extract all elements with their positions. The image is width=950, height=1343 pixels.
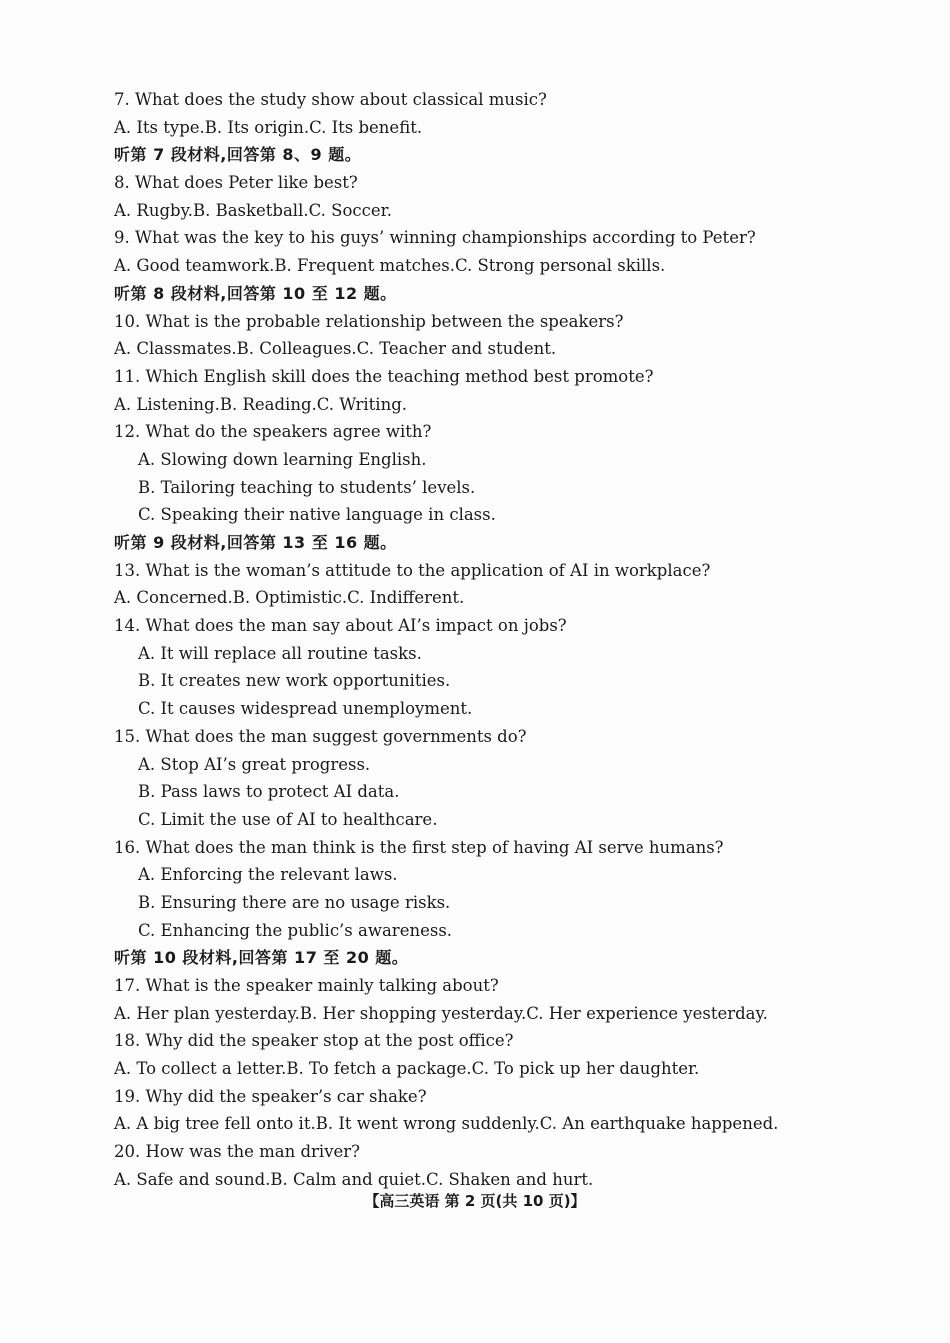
answer-options-row [114,584,854,612]
answer-option-a: A. Good teamwork. [114,256,275,276]
question-list [114,86,854,1194]
answer-option-b: B. Calm and quiet. [270,1169,427,1189]
question-stem: 8. What does Peter like best? [114,173,358,193]
answer-option: B. Pass laws to protect AI data. [138,782,400,802]
answer-options-row [114,1055,854,1083]
answer-option-c: C. Soccer. [308,200,392,220]
answer-option-b: B. It went wrong suddenly. [315,1114,540,1134]
answer-option: B. Ensuring there are no usage risks. [138,892,451,912]
answer-option-a: A. Rugby. [114,200,193,220]
question-stem: 14. What does the man say about AI’s impact on jobs? [114,616,567,636]
answer-option-a: A. Its type. [114,117,205,137]
answer-option-b: B. Colleagues. [236,339,357,359]
answer-option-c: C. Strong personal skills. [454,256,666,276]
answer-option-c: C. An earthquake happened. [539,1114,779,1134]
answer-option: B. Tailoring teaching to students’ levels. [138,477,476,497]
answer-option-b: B. Its origin. [204,117,310,137]
answer-options-row [114,391,854,419]
answer-option: A. Enforcing the relevant laws. [138,865,398,885]
section-instruction: 听第 10 段材料,回答第 17 至 20 题。 [114,948,409,968]
answer-option: C. Speaking their native language in class. [138,505,496,525]
answer-option-c: C. Shaken and hurt. [426,1169,594,1189]
question-stem: 20. How was the man driver? [114,1142,361,1162]
question-stem: 7. What does the study show about classical music? [114,90,547,109]
answer-option-a: A. Concerned. [114,588,233,608]
question-stem: 18. Why did the speaker stop at the post office? [114,1031,514,1051]
answer-option-a: A. Her plan yesterday. [114,1003,300,1023]
section-instruction: 听第 8 段材料,回答第 10 至 12 题。 [114,283,397,303]
question-stem: 16. What does the man think is the first step of having AI serve humans? [114,837,724,857]
question-stem: 17. What is the speaker mainly talking about? [114,976,499,995]
answer-option: C. Enhancing the public’s awareness. [138,920,453,940]
answer-option-b: B. Frequent matches. [274,256,455,276]
answer-options-row [114,197,854,225]
answer-option-b: B. Optimistic. [232,588,348,608]
answer-option-a: A. To collect a letter. [114,1059,287,1079]
answer-option: A. Slowing down learning English. [138,449,427,469]
question-stem: 9. What was the key to his guys’ winning championships according to Peter? [114,228,756,248]
answer-options-row [114,114,854,142]
answer-option-a: A. Safe and sound. [114,1169,271,1189]
answer-option: C. Limit the use of AI to healthcare. [138,809,438,829]
answer-option-b: B. Basketball. [192,200,309,220]
question-stem: 11. Which English skill does the teaching method best promote? [114,366,654,386]
section-instruction: 听第 9 段材料,回答第 13 至 16 题。 [114,533,397,552]
question-stem: 12. What do the speakers agree with? [114,422,432,442]
question-stem: 19. Why did the speaker’s car shake? [114,1086,427,1106]
answer-option-a: A. Listening. [114,394,220,414]
answer-option-c: C. To pick up her daughter. [471,1059,700,1079]
page-footer: 【高三英语 第 2 页(共 10 页)】 [364,1192,586,1210]
answer-options-row [114,1000,854,1028]
answer-option-c: C. Indifferent. [347,588,465,608]
answer-option: A. It will replace all routine tasks. [138,643,422,663]
answer-option-c: C. Writing. [316,394,408,414]
answer-option-b: B. To fetch a package. [286,1059,472,1079]
answer-options-row [114,252,854,280]
answer-option: B. It creates new work opportunities. [138,671,451,691]
answer-option-c: C. Her experience yesterday. [526,1003,768,1023]
answer-option-c: C. Its benefit. [309,117,423,137]
answer-options-row [114,335,854,363]
answer-option: C. It causes widespread unemployment. [138,699,473,719]
question-stem: 15. What does the man suggest governments do? [114,726,527,746]
answer-option: A. Stop AI’s great progress. [138,754,371,774]
question-stem: 10. What is the probable relationship between the speakers? [114,311,624,331]
answer-option-c: C. Teacher and student. [356,339,557,359]
answer-option-a: A. Classmates. [114,339,237,359]
question-stem: 13. What is the woman’s attitude to the application of AI in workplace? [114,560,711,580]
answer-option-b: B. Her shopping yesterday. [299,1003,527,1023]
answer-option-a: A. A big tree fell onto it. [114,1114,316,1134]
section-instruction: 听第 7 段材料,回答第 8、9 题。 [114,145,362,165]
answer-option-b: B. Reading. [219,394,317,414]
answer-options-row [114,1110,854,1138]
